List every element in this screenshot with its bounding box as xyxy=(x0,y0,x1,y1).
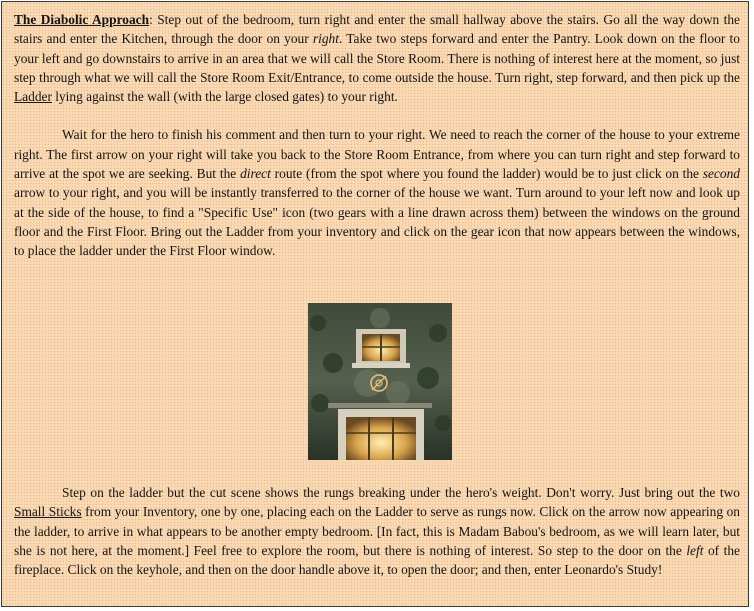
item-ladder: Ladder xyxy=(14,89,52,105)
emphasis: right xyxy=(312,31,339,47)
emphasis: left xyxy=(686,542,704,558)
house-wall-image xyxy=(308,303,452,460)
emphasis: second xyxy=(702,166,740,182)
text-run: Step on the ladder but the cut scene shows the rungs breaking under the hero's weight. Don't worry. Just bring out the two xyxy=(62,485,740,500)
paragraph-2 xyxy=(14,125,740,260)
text-run: : Step out of the bedroom, turn right and enter the small hallway above the stairs. Go all the way down the stairs and enter the Kitchen, through the door on your xyxy=(14,12,740,47)
walkthrough-text xyxy=(14,10,740,261)
text-run: from your Inventory, one by one, placing each on the Ladder to serve as rungs now. Click on the arrow now appearing on the ladder, to arrive in what appears to be another empty bedroom. [In fact, this is Madam Babou's bedroom, as we will learn later, but she is not here, at the moment.] Feel free to explore the room, but there is nothing of interest. So step to the door on the xyxy=(14,504,740,558)
item-small-sticks: Small Sticks xyxy=(14,504,82,520)
emphasis: direct xyxy=(240,166,271,182)
paragraph-1 xyxy=(14,10,740,106)
paragraph-3 xyxy=(14,483,740,579)
house-wall-screenshot xyxy=(308,303,452,460)
text-run: route (from the spot where you found the ladder) would be to just click on the xyxy=(270,166,703,182)
text-run: of the fireplace. Click on the keyhole, and then on the door handle above it, to open the door; and then, enter Leonardo's Study! xyxy=(14,542,740,578)
text-run: Wait for the hero to finish his comment and then turn to your right. We need to reach the corner of the house to your extreme right. The first arrow on your right will take you back to the Store Room Entrance, from where you can turn right and step forward to arrive at the spot we are seeking. But the xyxy=(14,127,740,182)
walkthrough-text-lower xyxy=(14,483,740,579)
text-run: arrow to your right, and you will be instantly transferred to the corner of the house we want. Turn around to your left now and look up at the side of the house, to find a "Specific Use" icon (two gears with a line drawn across them) between the windows on the ground floor and the First Floor. Bring out the Ladder from your inventory and click on the gear icon that now appears between the windows, to place the ladder under the First Floor window. xyxy=(14,185,740,259)
text-run: lying against the wall (with the large closed gates) to your right. xyxy=(51,89,398,105)
paragraph-gap xyxy=(14,106,740,125)
walkthrough-page xyxy=(1,1,749,607)
text-run: . Take two steps forward and enter the Pantry. Look down on the floor to your left and go downstairs to arrive in an area that we will call the Store Room. There is nothing of interest here at the moment, so just step through what we will call the Store Room Exit/Entrance, to come outside the house. Turn right, step forward, and then pick up the xyxy=(14,31,741,85)
section-title: The Diabolic Approach xyxy=(14,12,150,27)
